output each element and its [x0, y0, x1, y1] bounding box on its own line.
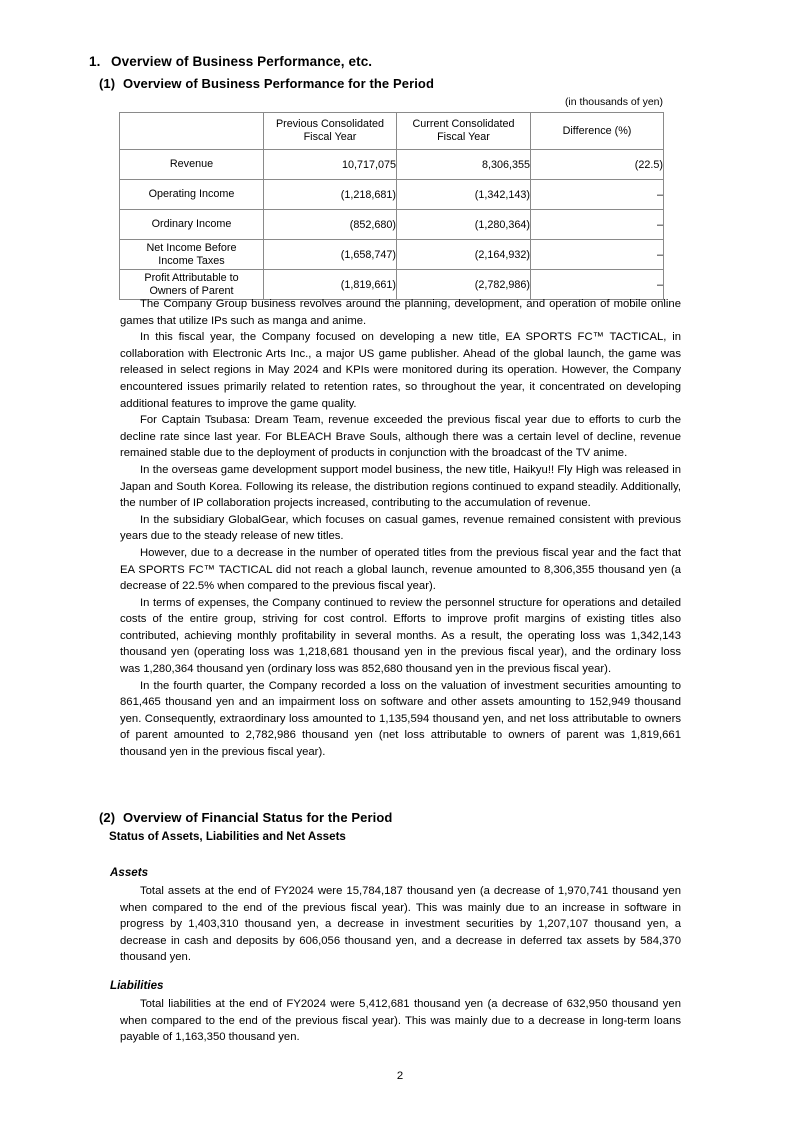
- subsection-number: (1): [99, 76, 116, 91]
- financial-summary-table: [119, 112, 664, 300]
- subsection-number: (2): [99, 810, 116, 825]
- paragraph: However, due to a decrease in the number of operated titles from the previous fiscal year and the fact that EA SPORTS FC™ TACTICAL did not reach a global launch, revenue amounted to 8,306,355 thousand yen (a decrease of 22.5% when compared to the previous fiscal year).: [120, 546, 681, 593]
- table-row: [120, 210, 664, 240]
- row-label-line-2: Income Taxes: [158, 254, 225, 267]
- paragraph: In the fourth quarter, the Company recorded a loss on the valuation of investment securities amounting to 861,465 thousand yen and an impairment loss on software and other assets amounting to 152,949 thousand yen. Consequently, extraordinary loss amounted to 1,135,594 thousand yen, and net loss attributable to owners of parent amounted to 2,782,986 thousand yen (net loss attributable to owners of parent was 1,819,661 thousand yen in the previous fiscal year).: [120, 679, 681, 759]
- row-label-revenue: [120, 150, 264, 180]
- header-line-1: Difference (%): [562, 124, 632, 137]
- paragraph: In terms of expenses, the Company continued to review the personnel structure for operations and detailed costs of the entire group, striving for cost control. Efforts to improve profit margins of existing titles also contributed, achieving monthly profitability in several months. As a result, the operating loss was 1,342,143 thousand yen (operating loss was 1,218,681 thousand yen in the previous fiscal year), and the ordinary loss was 1,280,364 thousand yen (ordinary loss was 852,680 thousand yen in the previous fiscal year).: [120, 596, 681, 676]
- table-row: [120, 270, 664, 300]
- section-title: Overview of Business Performance, etc.: [111, 54, 373, 69]
- row-label-line-1: Profit Attributable to: [144, 272, 239, 284]
- cell-previous: (852,680): [264, 210, 397, 240]
- paragraph: Total liabilities at the end of FY2024 were 5,412,681 thousand yen (a decrease of 632,950 thousand yen when compared to the end of the previous fiscal year). This was mainly due to a decrease in long-term loans payable of 1,163,350 thousand yen.: [120, 998, 681, 1044]
- subsection-heading-1-2: [99, 810, 392, 825]
- header-line-2: Fiscal Year: [437, 131, 490, 143]
- table-header: [120, 113, 664, 150]
- cell-current: (1,280,364): [397, 210, 531, 240]
- cell-current: (1,342,143): [397, 180, 531, 210]
- header-line-1: Current Consolidated: [412, 118, 515, 130]
- subsection-title: Overview of Financial Status for the Period: [123, 810, 393, 825]
- row-label-line-1: Revenue: [169, 158, 214, 171]
- page-number: 2: [396, 1070, 404, 1082]
- row-label-line-1: Ordinary Income: [151, 218, 232, 231]
- table-header-cell-difference: [531, 113, 664, 150]
- paragraph: For Captain Tsubasa: Dream Team, revenue exceeded the previous fiscal year due to efforts to curb the decline rate since last year. For BLEACH Brave Souls, although there was a certain level of decline, revenue remained stable due to the deployment of products in conjunction with the broadcast of the TV anime.: [120, 414, 681, 460]
- row-label-profit-attributable: [120, 270, 264, 300]
- subsection-lead-status: Status of Assets, Liabilities and Net Assets: [109, 830, 346, 843]
- cell-current: (2,164,932): [397, 240, 531, 270]
- row-label-line-1: Net Income Before: [146, 242, 237, 254]
- performance-body-text: [120, 296, 681, 761]
- header-line-1: Previous Consolidated: [275, 118, 385, 130]
- table-body: [120, 150, 664, 300]
- paragraph: Total assets at the end of FY2024 were 15,784,187 thousand yen (a decrease of 1,970,741 thousand yen when compared to the end of the previous fiscal year). This was mainly due to an increase in software in progress by 1,403,310 thousand yen, a decrease in investment securities by 1,207,107 thousand yen, a decrease in cash and deposits by 606,056 thousand yen, and a decrease in deferred tax assets by 584,370 thousand yen.: [120, 885, 681, 964]
- header-line-2: Fiscal Year: [303, 131, 357, 143]
- row-label-ordinary-income: [120, 210, 264, 240]
- row-label-line-2: Owners of Parent: [149, 284, 234, 297]
- paragraph: The Company Group business revolves around the planning, development, and operation of mobile online games that utilize IPs such as manga and anime.: [120, 298, 681, 327]
- cell-difference: –: [531, 210, 664, 240]
- liabilities-heading: Liabilities: [110, 979, 164, 992]
- section-number: 1.: [89, 54, 101, 69]
- cell-current: 8,306,355: [397, 150, 531, 180]
- cell-previous: (1,819,661): [264, 270, 397, 300]
- cell-difference: –: [531, 240, 664, 270]
- cell-previous: (1,218,681): [264, 180, 397, 210]
- paragraph: In the overseas game development support model business, the new title, Haikyu!! Fly High was released in Japan and South Korea. Following its release, the distribution regions continued to expand steadily. Additionally, the number of IP collaboration projects increased, contributing to the accumulation of revenue.: [120, 463, 681, 510]
- table-header-cell-current: [397, 113, 531, 150]
- row-label-net-income-before-taxes: [120, 240, 264, 270]
- table-row: [120, 180, 664, 210]
- cell-previous: (1,658,747): [264, 240, 397, 270]
- paragraph: In the subsidiary GlobalGear, which focuses on casual games, revenue remained consistent with previous years due to the steady release of new titles.: [120, 513, 681, 543]
- section-heading-1: [89, 54, 372, 69]
- table-header-row: [120, 113, 664, 150]
- cell-difference: (22.5): [531, 150, 664, 180]
- row-label-line-1: Operating Income: [148, 188, 235, 201]
- cell-difference: –: [531, 180, 664, 210]
- table-header-cell-previous: [264, 113, 397, 150]
- subsection-title: Overview of Business Performance for the Period: [123, 76, 435, 91]
- assets-heading: Assets: [110, 866, 149, 879]
- cell-previous: 10,717,075: [264, 150, 397, 180]
- assets-body-text: [120, 883, 681, 966]
- liabilities-body-text: [120, 996, 681, 1046]
- row-label-operating-income: [120, 180, 264, 210]
- table-row: [120, 240, 664, 270]
- cell-difference: –: [531, 270, 664, 300]
- table-units-note: (in thousands of yen): [564, 96, 663, 108]
- subsection-heading-1-1: [99, 76, 434, 91]
- paragraph: In this fiscal year, the Company focused on developing a new title, EA SPORTS FC™ TACTICAL, in collaboration with Electronic Arts Inc., a major US game publisher. Ahead of the global launch, the game was released in select regions in May 2024 and KPIs were monitored during its operation. However, the Company encountered issues primarily related to retention rates, so throughout the year, it concentrated on developing additional features to improve the game quality.: [120, 331, 681, 410]
- table-row: [120, 150, 664, 180]
- cell-current: (2,782,986): [397, 270, 531, 300]
- table-header-cell-blank: [120, 113, 264, 150]
